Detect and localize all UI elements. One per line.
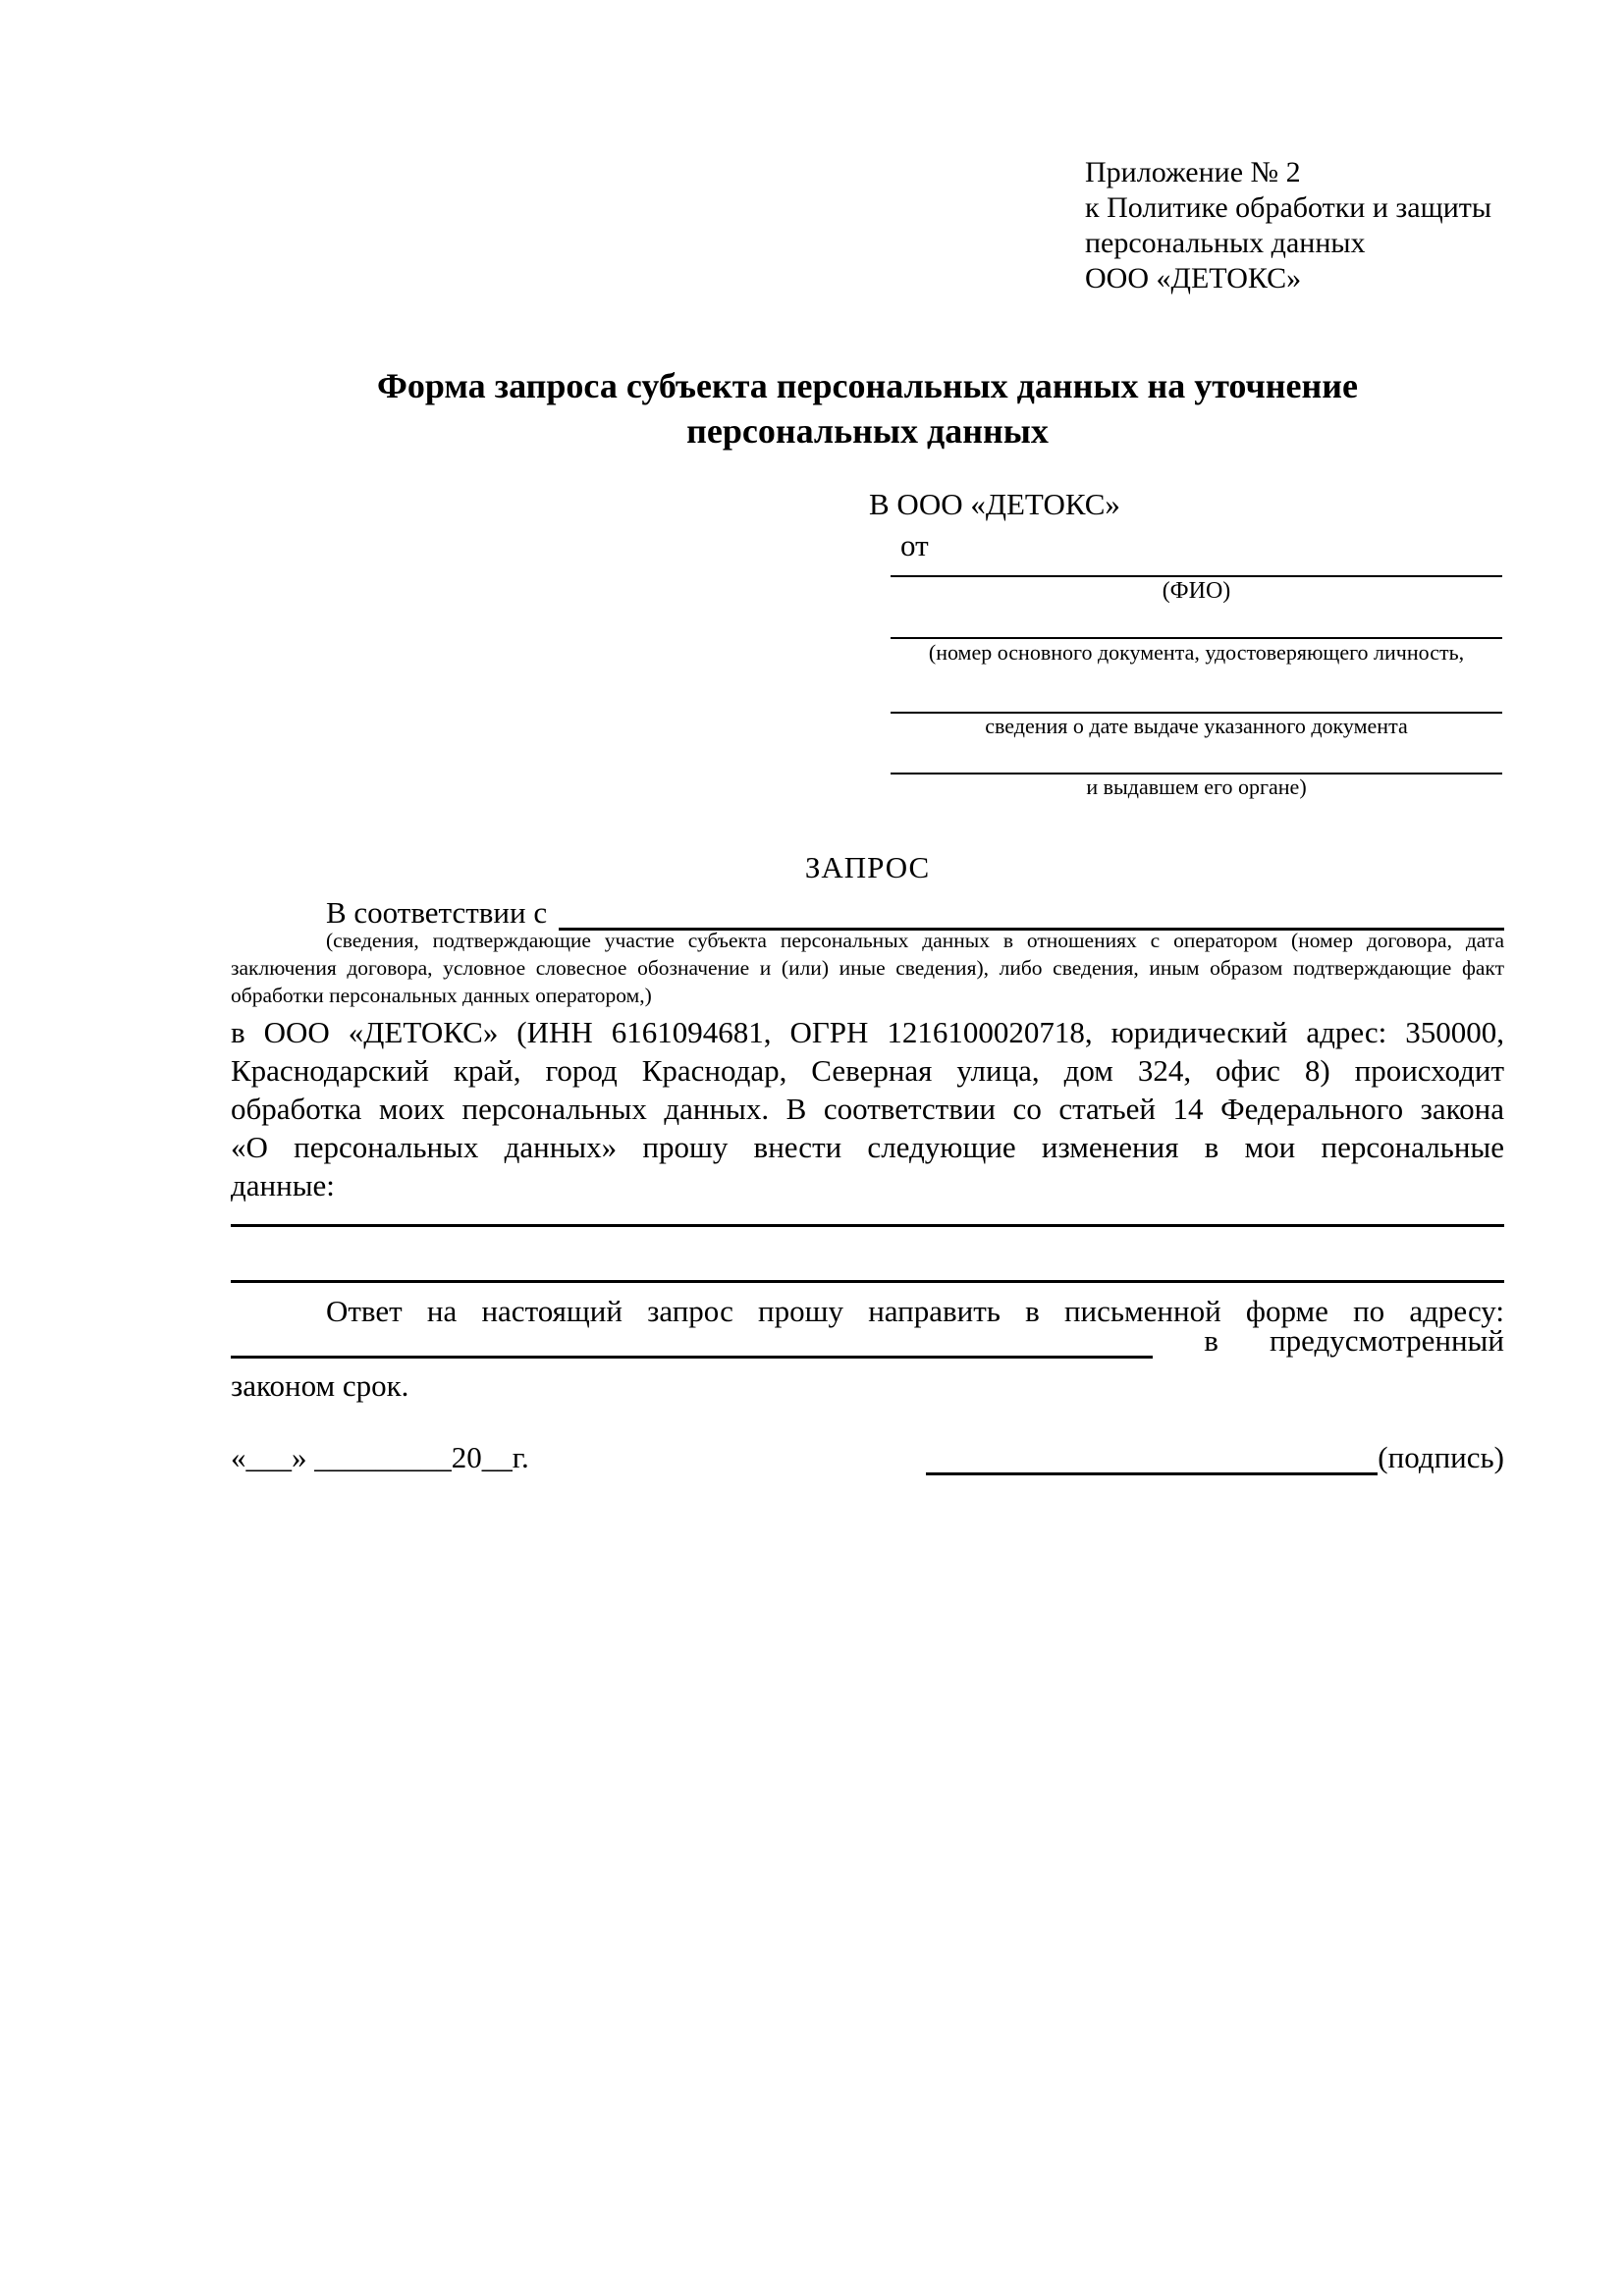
appendix-note-line-2: к Политике обработки и защиты xyxy=(1085,191,1492,224)
response-clause-line-3: законом срок. xyxy=(231,1368,409,1403)
fio-caption: (ФИО) xyxy=(1162,578,1231,604)
basis-footnote-line-3: обработки персональных данных оператором,) xyxy=(231,984,652,1007)
signature-caption: (подпись) xyxy=(1378,1440,1504,1474)
appendix-note-line-3: персональных данных xyxy=(1085,227,1366,259)
document-title-line-1: Форма запроса субъекта персональных данных на уточнение xyxy=(377,366,1358,405)
date-signature-row xyxy=(231,1442,1504,1475)
document-title-line-2: персональных данных xyxy=(686,411,1049,451)
addressee-org: В ООО «ДЕТОКС» xyxy=(869,487,1120,521)
response-clause-word-v: в xyxy=(1204,1323,1218,1358)
response-clause-line-1: Ответ на настоящий запрос прошу направить в письменной форме по адресу: xyxy=(326,1294,1504,1328)
request-heading: ЗАПРОС xyxy=(804,850,931,884)
basis-lead-text: В соответствии с xyxy=(326,895,548,930)
basis-footnote-line-2: заключения договора, условное словесное обозначение и (или) иные сведения), либо сведения, иным образом подтверждающие факт xyxy=(231,956,1504,980)
request-body xyxy=(231,1013,1504,1204)
from-label: от xyxy=(900,528,929,562)
request-body-line-3: обработка моих персональных данных. В соответствии со статьей 14 Федерального закона xyxy=(231,1092,1504,1126)
basis-line xyxy=(231,893,1504,931)
response-address-row xyxy=(231,1323,1504,1359)
fio-blank-line xyxy=(891,575,1502,577)
signature-group xyxy=(926,1440,1504,1475)
document-title xyxy=(231,363,1504,454)
changes-blank-line-1 xyxy=(231,1224,1504,1227)
appendix-note-line-4: ООО «ДЕТОКС» xyxy=(1085,262,1302,294)
request-body-line-1: в ООО «ДЕТОКС» (ИНН 6161094681, ОГРН 1216100020718, юридический адрес: 350000, xyxy=(231,1015,1504,1049)
response-address-blank-line xyxy=(231,1328,1153,1359)
appendix-note-line-1: Приложение № 2 xyxy=(1085,156,1301,188)
request-body-line-5: данные: xyxy=(231,1168,335,1202)
basis-footnote-line-1: (сведения, подтверждающие участие субъекта персональных данных в отношениях с оператором (номер договора, дата xyxy=(326,929,1504,952)
issuing-authority-caption: и выдавшем его органе) xyxy=(1086,774,1307,799)
document-number-caption: (номер основного документа, удостоверяющего личность, xyxy=(928,640,1465,665)
request-body-line-4: «О персональных данных» прошу внести следующие изменения в мои персональные xyxy=(231,1130,1504,1164)
response-clause-word-predusmotrenny: предусмотренный xyxy=(1270,1323,1504,1358)
basis-blank-line xyxy=(559,894,1504,931)
issue-date-caption: сведения о дате выдаче указанного документа xyxy=(985,714,1408,738)
appendix-note xyxy=(1085,155,1546,296)
document-number-blank-line xyxy=(891,637,1502,639)
basis-footnote xyxy=(231,927,1504,1009)
signature-blank-line xyxy=(926,1443,1378,1475)
date-blank: «___» _________20__г. xyxy=(231,1440,529,1474)
changes-blank-line-2 xyxy=(231,1280,1504,1283)
request-body-line-2: Краснодарский край, город Краснодар, Северная улица, дом 324, офис 8) происходит xyxy=(231,1053,1504,1088)
